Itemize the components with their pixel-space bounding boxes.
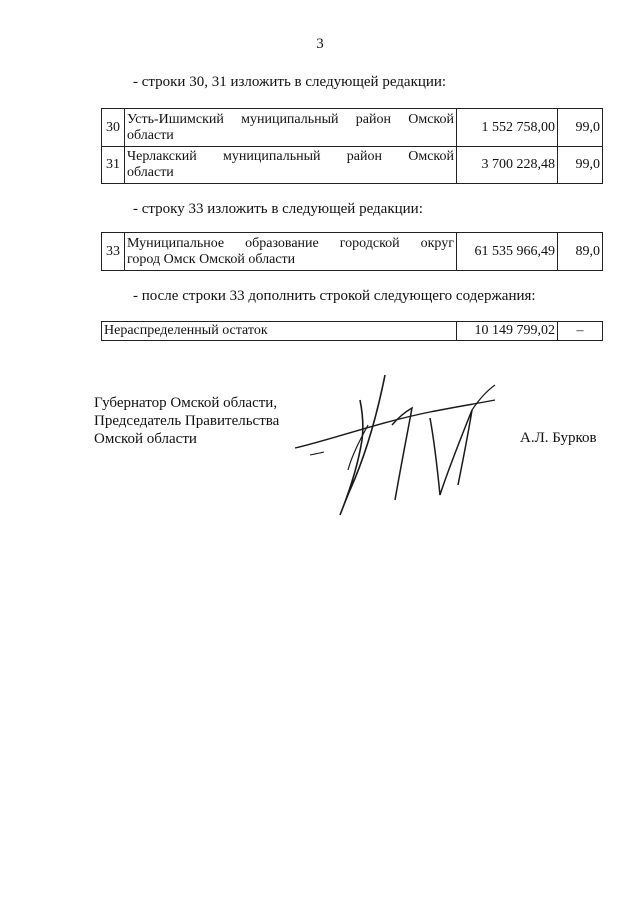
instruction-rows-30-31: - строки 30, 31 изложить в следующей редакции: [133,74,447,90]
signer-title-line3: Омской области [94,431,197,447]
page-number: 3 [316,36,324,52]
row-name-line1: Муниципальное образование городской округ [127,235,454,251]
table-unallocated-row [101,321,603,341]
row-number: 30 [102,109,125,147]
row-name-line2: город Омск Омской области [127,251,296,267]
row-name [125,109,457,147]
table-row [102,233,603,271]
row-number: 33 [102,233,125,271]
row-name [125,233,457,271]
signer-title-line1: Губернатор Омской области, [94,395,278,411]
row-amount: 61 535 966,49 [457,233,558,271]
instruction-after-row-33: - после строки 33 дополнить строкой следующего содержания: [133,288,536,304]
row-percent: 89,0 [558,233,603,271]
instruction-row-33: - строку 33 изложить в следующей редакции: [133,201,423,217]
signer-name: А.Л. Бурков [520,430,597,446]
table-row [102,322,603,341]
row-amount: 1 552 758,00 [457,109,558,147]
signer-title-line2: Председатель Правительства [94,413,280,429]
row-amount: 10 149 799,02 [457,322,558,341]
row-percent: – [558,322,603,341]
signer-title [94,394,279,448]
row-name-line1: Усть-Ишимский муниципальный район Омской [127,111,454,127]
row-name: Нераспределенный остаток [102,322,457,341]
table-row-33 [101,232,603,271]
row-percent: 99,0 [558,147,603,184]
row-amount: 3 700 228,48 [457,147,558,184]
table-row [102,109,603,147]
row-percent: 99,0 [558,109,603,147]
row-name-line2: области [127,127,174,143]
row-number: 31 [102,147,125,184]
row-name-line2: области [127,165,174,180]
row-name-line1: Черлакский муниципальный район Омской [127,149,454,164]
handwritten-signature [290,370,510,520]
row-name [125,147,457,184]
table-row [102,147,603,184]
table-rows-30-31 [101,108,603,184]
